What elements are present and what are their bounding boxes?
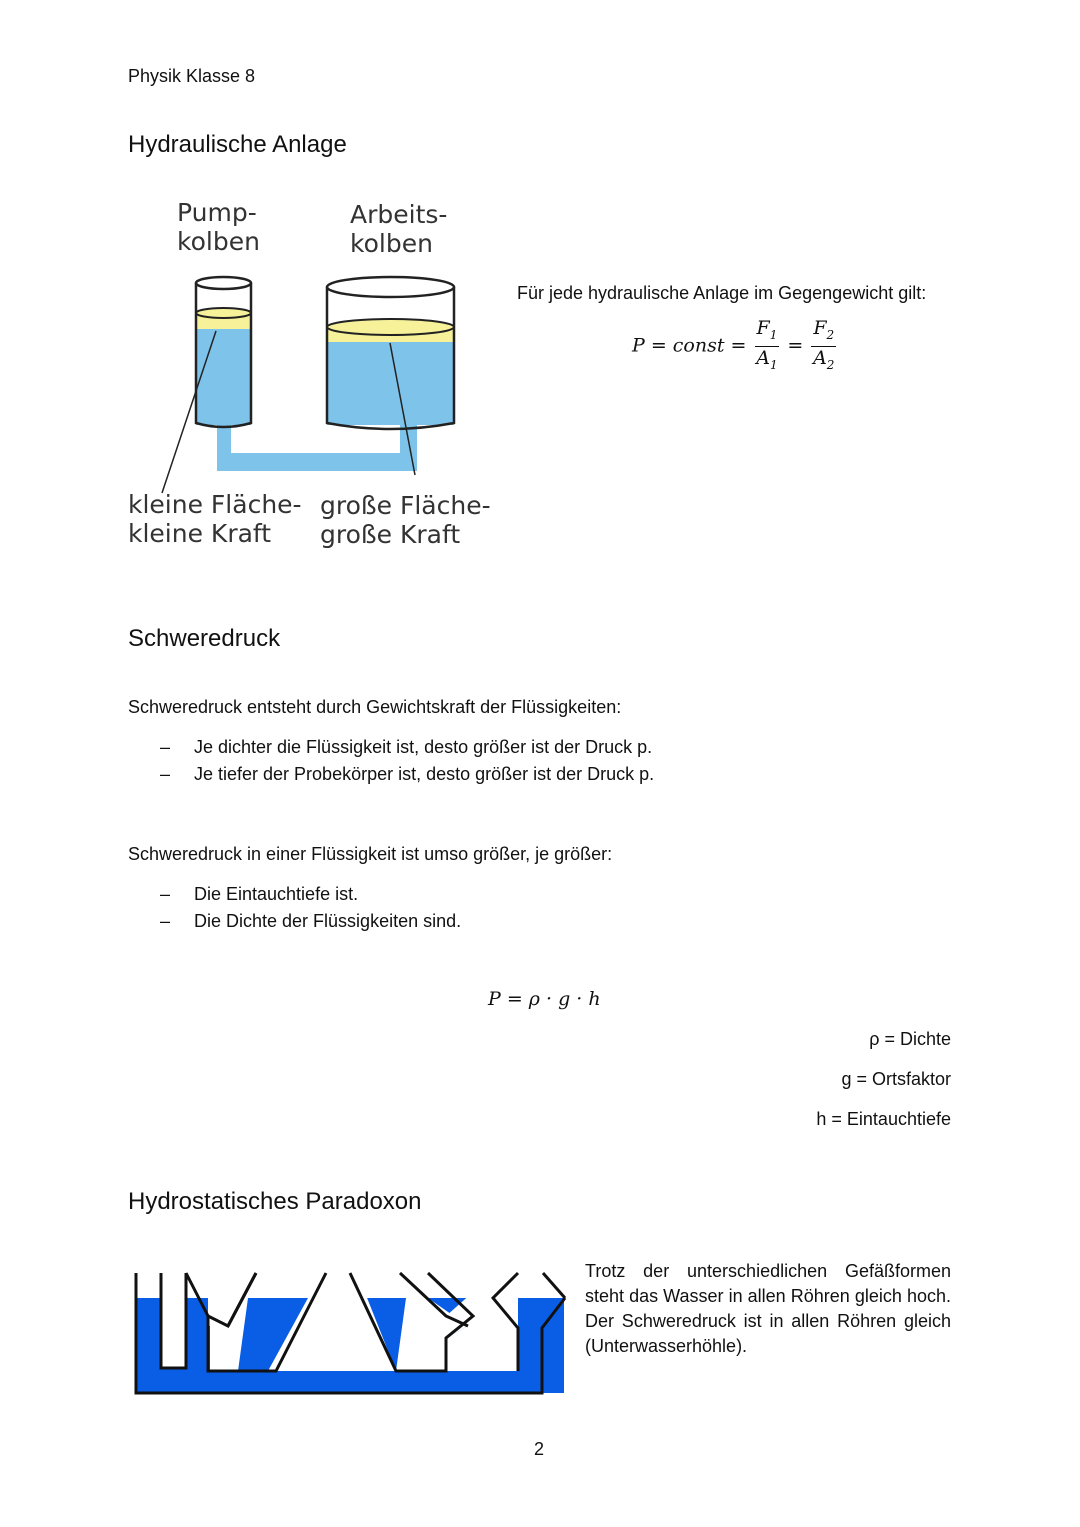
paradox-diagram xyxy=(128,1268,573,1403)
list-item: – Je tiefer der Probekörper ist, desto größer ist der Druck p. xyxy=(160,764,655,784)
list-item: – Je dichter die Flüssigkeit ist, desto größer ist der Druck p. xyxy=(160,737,653,757)
hydraulic-formula: P = const = $\frac{F_1}{A_1}$ = $\frac{F_2}{A_2}$ xyxy=(632,317,835,372)
large-area-label: große Fläche- große Kraft xyxy=(320,491,491,549)
work-piston-label: Arbeits- kolben xyxy=(350,200,448,258)
small-area-label: kleine Fläche- kleine Kraft xyxy=(128,490,302,548)
small-cylinder-water xyxy=(196,325,251,425)
gravity-list-2 xyxy=(160,881,461,935)
paradox-text: Trotz der unterschiedlichen Gefäßformen steht das Wasser in allen Röhren gleich hoch. Der Schweredruck ist in allen Röhren gleich (Unterwasserhöhle). xyxy=(585,1261,951,1356)
gravity-intro-2: Schweredruck in einer Flüssigkeit ist umso größer, je größer: xyxy=(128,844,613,864)
gravity-intro: Schweredruck entsteht durch Gewichtskraft der Flüssigkeiten: xyxy=(128,697,622,717)
legend-density: ρ = Dichte xyxy=(869,1029,951,1049)
pipe-right-riser xyxy=(400,425,417,465)
section-title-hydraulic: Hydraulische Anlage xyxy=(128,131,347,158)
legend-depth: h = Eintauchtiefe xyxy=(816,1109,951,1129)
page-number: 2 xyxy=(534,1439,545,1459)
section-title-paradox: Hydrostatisches Paradoxon xyxy=(128,1188,422,1215)
hydraulic-diagram xyxy=(150,265,480,495)
gravity-list-1 xyxy=(160,734,654,788)
list-item: – Die Eintauchtiefe ist. xyxy=(160,884,359,904)
legend-gravity-factor: g = Ortsfaktor xyxy=(841,1069,951,1089)
section-title-gravity: Schweredruck xyxy=(128,625,281,652)
list-item: – Die Dichte der Flüssigkeiten sind. xyxy=(160,911,462,931)
large-cylinder-water xyxy=(327,340,454,425)
pump-piston-label: Pump- kolben xyxy=(177,198,260,256)
hydraulic-statement: Für jede hydraulische Anlage im Gegengewicht gilt: xyxy=(517,283,927,303)
pipe-bottom xyxy=(217,453,417,471)
page-header: Physik Klasse 8 xyxy=(128,66,256,86)
gravity-formula: P = ρ · g · h xyxy=(488,988,601,1010)
